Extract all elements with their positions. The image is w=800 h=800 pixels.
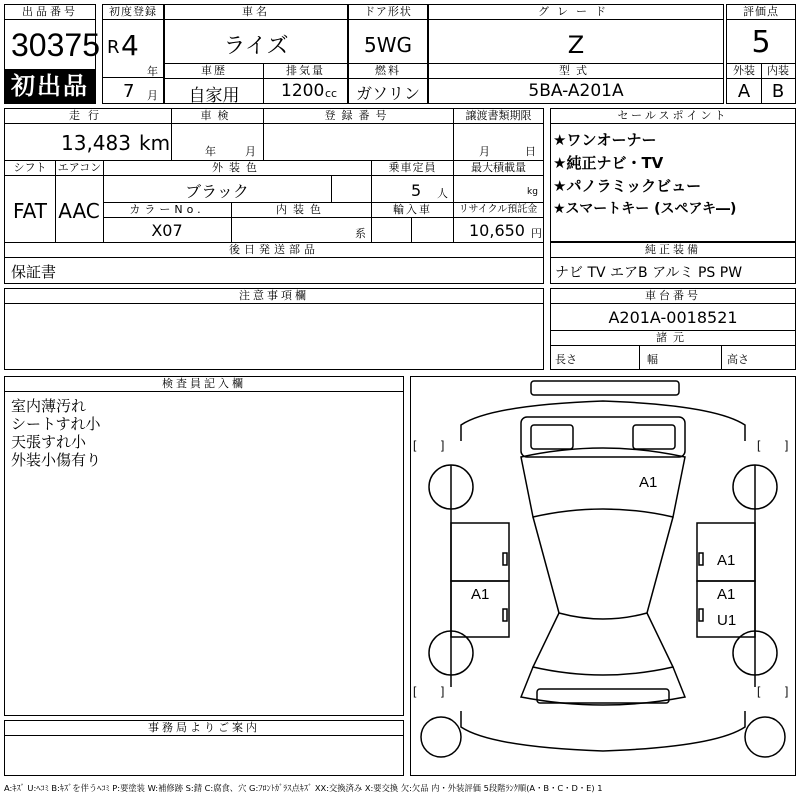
int-color-suffix: 系 [355, 227, 366, 240]
recycle-label: リサイクル預託金 [453, 203, 543, 218]
mileage-label: 走行 [5, 109, 171, 124]
year-unit: 年 [147, 65, 158, 78]
era: R [107, 37, 120, 58]
max-load-label: 最大積載量 [453, 161, 543, 176]
inspection-label: 車検 [171, 109, 263, 124]
ext-color-label: 外装色 [103, 161, 371, 176]
roof-mark: A1 [639, 474, 658, 491]
first-registration-label: 初度登録 [103, 5, 163, 20]
right-rear-door-mark: A1 [717, 586, 736, 603]
notes-box [4, 288, 544, 370]
displacement-label: 排気量 [263, 64, 347, 79]
first-registration-box [102, 4, 164, 104]
car-diagram [410, 376, 796, 776]
shift: FAT [12, 199, 47, 223]
equipment-box [550, 242, 796, 284]
chassis-label: 車台番号 [551, 289, 795, 304]
reg-number-label: 登録番号 [263, 109, 453, 124]
inspector-note: 外装小傷有り [11, 451, 102, 469]
inspector-label: 検査員記入欄 [5, 377, 403, 392]
year: 4 [121, 29, 139, 62]
sales-point-item: ★ワンオーナー [553, 131, 657, 149]
int-color-label: 内装色 [231, 203, 371, 218]
color-no-label: カラーNo. [103, 203, 231, 218]
chassis-box [550, 288, 796, 370]
ac-label: エアコン [55, 161, 103, 176]
svg-text:]: ] [785, 684, 789, 698]
month: 7 [123, 81, 135, 102]
transfer-month-unit: 月 [479, 145, 490, 158]
lot-number: 30375 [11, 27, 100, 63]
month-unit: 月 [147, 89, 158, 102]
sales-points-label: セールスポイント [551, 109, 795, 124]
right-front-door-mark: A1 [717, 552, 736, 569]
svg-text:[: [ [757, 684, 761, 698]
car-diagram-drawing [411, 377, 795, 775]
inspector-note: 室内薄汚れ [11, 397, 87, 415]
inspector-note: シートすれ小 [11, 415, 101, 433]
first-listing-badge: 初出品 [5, 69, 95, 103]
svg-text:]: ] [441, 438, 445, 452]
vehicle-info-box [4, 108, 544, 284]
grade: Z [567, 31, 585, 59]
shift-label: シフト [5, 161, 55, 176]
height-label: 高さ [727, 353, 749, 366]
spec-label: 諸元 [551, 331, 795, 346]
door-label: ドア形状 [349, 5, 427, 20]
sales-point-item: ★スマートキー (スペアキ―) [553, 201, 737, 217]
svg-text:[: [ [413, 684, 417, 698]
office-label: 事務局よりご案内 [5, 721, 403, 736]
import-label: 輸入車 [371, 203, 453, 218]
notes-label: 注意事項欄 [5, 289, 543, 304]
svg-text:]: ] [785, 438, 789, 452]
ext-grade-label: 外装 [727, 64, 761, 79]
mileage: 13,483 [61, 131, 131, 155]
sales-points-box [550, 108, 796, 242]
door-box [348, 4, 428, 104]
office-box [4, 720, 404, 776]
model: 5BA-A201A [528, 81, 624, 101]
chassis-number: A201A-0018521 [608, 308, 738, 327]
width-label: 幅 [647, 353, 658, 366]
left-rear-door-mark: A1 [471, 586, 490, 603]
car-name: ライズ [223, 34, 289, 59]
inspector-note: 天張すれ小 [11, 433, 87, 451]
equipment-label: 純正装備 [551, 243, 795, 258]
inspection-month-unit: 月 [245, 145, 256, 158]
recycle-unit: 円 [531, 227, 542, 240]
right-rear-panel-mark: U1 [717, 612, 737, 629]
grade-box [428, 4, 724, 104]
svg-text:[: [ [413, 438, 417, 452]
lot-number-box [4, 4, 100, 104]
capacity-unit: 人 [437, 187, 448, 200]
max-load-unit: kg [527, 187, 538, 197]
inspector-box [4, 376, 404, 716]
score-box [726, 4, 796, 104]
later-parts: 保証書 [11, 263, 57, 281]
transfer-day-unit: 日 [525, 145, 536, 158]
ext-color: ブラック [185, 182, 249, 201]
fuel: ガソリン [355, 84, 420, 103]
sales-point-item: ★純正ナビ・TV [553, 154, 664, 172]
svg-text:]: ] [441, 684, 445, 698]
transfer-label: 譲渡書類期限 [453, 109, 543, 124]
color-no: X07 [151, 221, 183, 240]
grade-label: グレード [429, 5, 723, 20]
length-label: 長さ [555, 353, 577, 366]
displacement: 1200 [281, 81, 325, 101]
displacement-unit: cc [325, 87, 338, 100]
ext-grade: A [737, 81, 751, 102]
int-grade-label: 内装 [761, 64, 795, 79]
lot-number-label: 出品番号 [5, 5, 95, 20]
fuel-label: 燃料 [349, 64, 427, 79]
history-label: 車歴 [165, 64, 263, 79]
recycle-fee: 10,650 [469, 221, 525, 240]
score: 5 [751, 25, 771, 60]
score-label: 評価点 [727, 5, 795, 20]
svg-text:[: [ [757, 438, 761, 452]
sales-point-item: ★パノラミックビュー [553, 177, 702, 195]
capacity: 5 [411, 181, 422, 200]
later-parts-label: 後日発送部品 [5, 243, 543, 258]
model-label: 型式 [429, 64, 723, 79]
inspection-year-unit: 年 [205, 145, 216, 158]
int-grade: B [771, 81, 785, 102]
legend: A:ｷｽﾞ U:ﾍｺﾐ B:ｷｽﾞを伴うﾍｺﾐ P:要塗装 W:補修跡 S:錆 C:腐食、穴 G:ﾌﾛﾝﾄｶﾞﾗｽ点ｷｽﾞ XX:交換済み X:要交換 欠:欠品 内・外装評価 5段階ﾗﾝｸ順(A・B・C・D・E) 1 [4, 783, 603, 793]
door-type: 5WG [364, 33, 412, 57]
ac: AAC [58, 199, 100, 223]
capacity-label: 乗車定員 [371, 161, 453, 176]
mileage-unit: km [139, 131, 171, 155]
history: 自家用 [188, 86, 240, 106]
equipment: ナビ TV エアB アルミ PS PW [555, 265, 743, 281]
car-name-label: 車名 [165, 5, 347, 20]
car-name-box [164, 4, 348, 104]
